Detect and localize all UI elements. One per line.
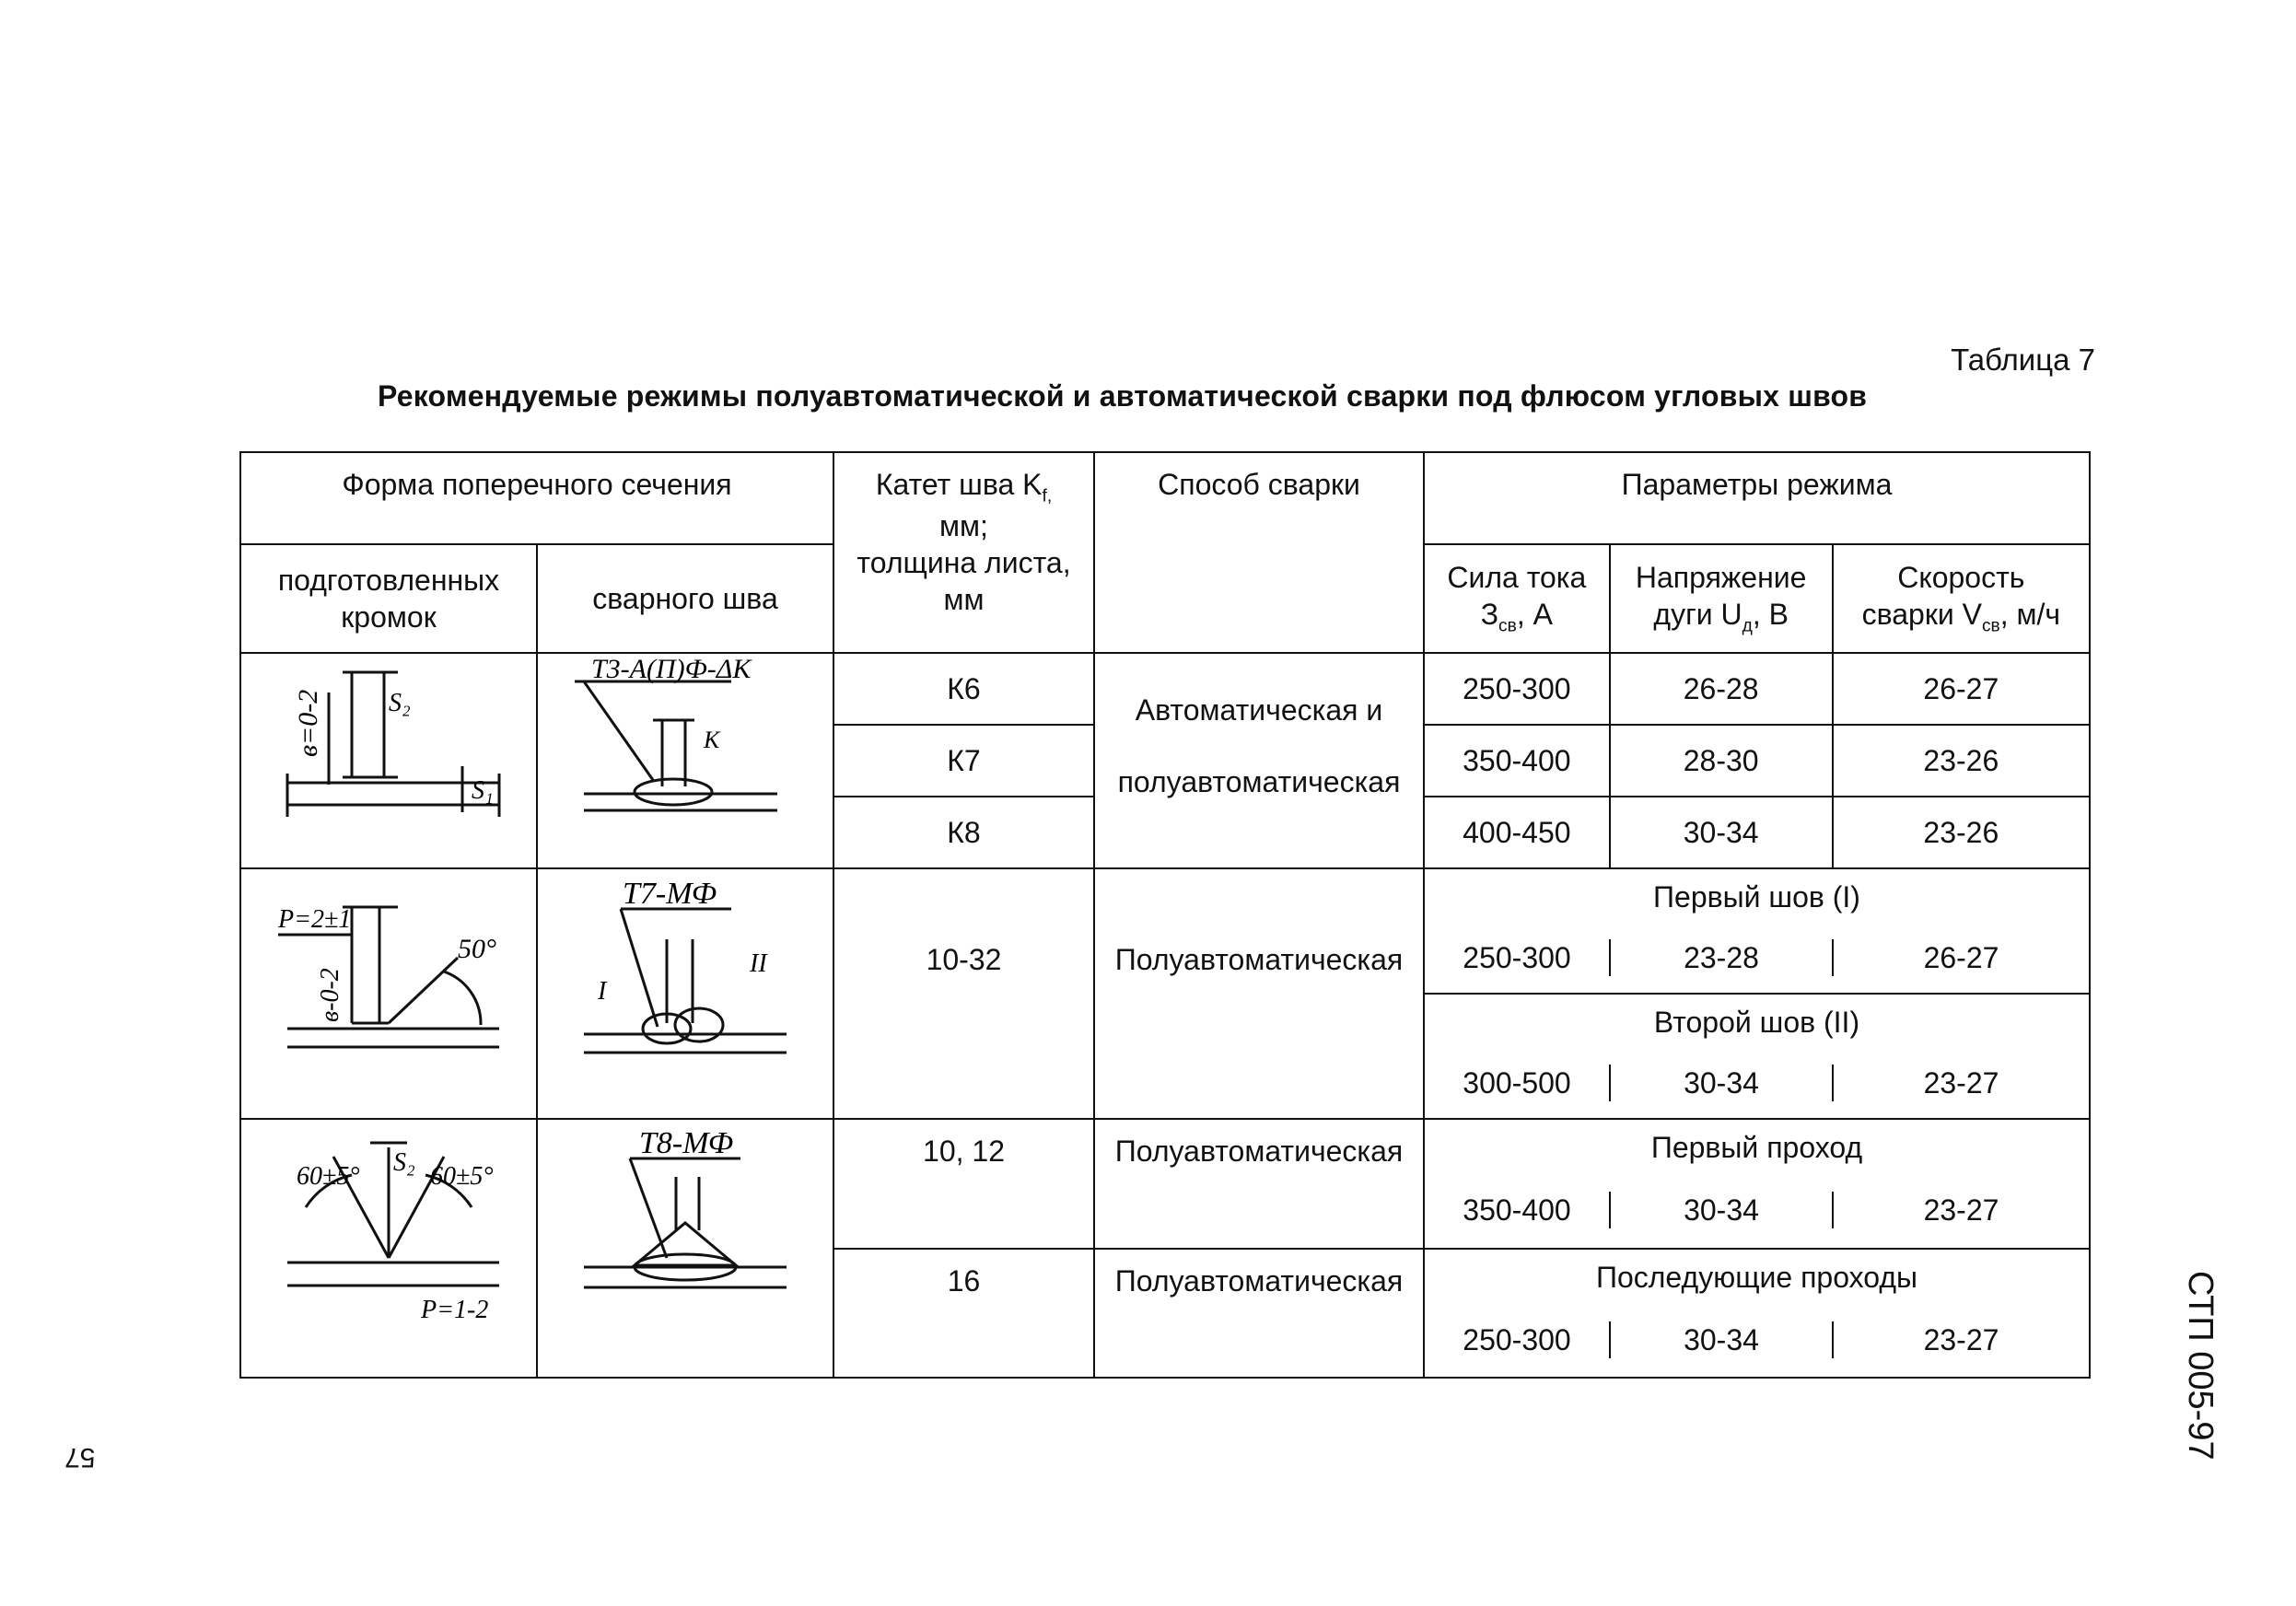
page-number: 57 — [64, 1442, 96, 1472]
g1-leg-1: К7 — [833, 725, 1094, 797]
g1-current-2: 400-450 — [1424, 797, 1610, 868]
group2-weld-code: Т7-МФ — [623, 876, 717, 911]
welding-modes-table — [239, 451, 2091, 1379]
g3-pass1-voltage: 30-34 — [1609, 1192, 1832, 1228]
group1-weld-code: Т3-А(П)Ф-ΔК — [591, 655, 752, 684]
g1-speed-0: 26-27 — [1833, 653, 2090, 725]
g3-params-2 — [1424, 1249, 2090, 1379]
group1-edges-s1-label: S₁ — [472, 775, 494, 805]
g2-params — [1424, 868, 2090, 1119]
group3-edges-s2-label: S₂ — [393, 1148, 415, 1177]
g2-pass1-title: Первый шов (I) — [1653, 880, 1860, 914]
table-caption: Рекомендуемые режимы полуавтоматической и автоматической сварки под флюсом угловых швов — [378, 379, 1868, 413]
g2-pass1-speed: 26-27 — [1832, 939, 2089, 976]
g3-pass2-speed: 23-27 — [1832, 1321, 2089, 1358]
g1-voltage-2: 30-34 — [1610, 797, 1833, 868]
table-number: Таблица 7 — [1951, 343, 2095, 377]
header-form: Форма поперечного сечения — [240, 452, 833, 544]
g1-speed-2: 23-26 — [1833, 797, 2090, 868]
g3-pass1-speed: 23-27 — [1832, 1192, 2089, 1228]
g1-speed-1: 23-26 — [1833, 725, 2090, 797]
g2-pass1-current: 250-300 — [1463, 941, 1571, 974]
g3-pass1-title: Первый проход — [1650, 1131, 1863, 1164]
g2-pass2-speed: 23-27 — [1832, 1065, 2089, 1101]
group2-weld-i-label: I — [598, 976, 607, 1006]
header-current: Сила тока $З_{св}$, А — [1424, 544, 1610, 653]
g3-leg-2: 16 — [833, 1249, 1094, 1379]
group2-edges-p-label: Р=2±1 — [278, 904, 352, 934]
group3-edges-p-label: Р=1-2 — [421, 1296, 489, 1324]
group1-edges-sketch — [240, 653, 537, 868]
g3-pass2-voltage: 30-34 — [1609, 1321, 1832, 1358]
group3-weld-sketch — [537, 1119, 833, 1378]
group2-edges-b-label: в-0-2 — [316, 967, 344, 1022]
g2-pass2-current: 300-500 — [1463, 1066, 1571, 1100]
group3-edges-sketch — [240, 1119, 537, 1378]
group1-method: Автоматическая и полуавтоматическая — [1094, 653, 1424, 868]
group2-edges-angle-label: 50° — [458, 933, 496, 964]
g1-current-1: 350-400 — [1424, 725, 1610, 797]
header-leg: Катет шва $K_{f,}$ мм; толщина листа, мм — [833, 452, 1094, 653]
group3-edges-a2-label: 60±5° — [430, 1162, 494, 1191]
g2-leg: 10-32 — [833, 868, 1094, 1119]
g3-pass1-current: 350-400 — [1463, 1193, 1571, 1227]
group2-weld-ii-label: II — [750, 948, 767, 978]
group1-edges-b-label: в=0-2 — [293, 689, 323, 757]
group1-edges-s2-label: S₂ — [389, 688, 411, 717]
g1-current-0: 250-300 — [1424, 653, 1610, 725]
header-speed: Скорость сварки $V_{св}$, м/ч — [1833, 544, 2090, 653]
g2-pass2-voltage: 30-34 — [1609, 1065, 1832, 1101]
g1-leg-2: К8 — [833, 797, 1094, 868]
group2-weld-sketch — [537, 868, 833, 1119]
g3-method-1: Полуавтоматическая — [1094, 1119, 1424, 1249]
group1-weld-sketch — [537, 653, 833, 868]
group3-edges-a1-label: 60±5° — [297, 1162, 360, 1191]
header-weld: сварного шва — [537, 544, 833, 653]
header-edges: подготовленных кромок — [240, 544, 537, 653]
g3-leg-1: 10, 12 — [833, 1119, 1094, 1249]
group3-weld-code: Т8-МФ — [639, 1126, 734, 1160]
g1-voltage-1: 28-30 — [1610, 725, 1833, 797]
group1-weld-k-label: К — [704, 726, 720, 753]
header-method: Способ сварки — [1094, 452, 1424, 653]
g3-params-1 — [1424, 1119, 2090, 1249]
g3-pass2-title: Последующие проходы — [1595, 1260, 1918, 1294]
document-code: СТП 005-97 — [2181, 1271, 2220, 1461]
g2-method: Полуавтоматическая — [1094, 868, 1424, 1119]
header-params: Параметры режима — [1424, 452, 2090, 544]
g3-method-2: Полуавтоматическая — [1094, 1249, 1424, 1379]
g1-voltage-0: 26-28 — [1610, 653, 1833, 725]
g1-leg-0: К6 — [833, 653, 1094, 725]
g2-pass1-voltage: 23-28 — [1609, 939, 1832, 976]
group2-edges-sketch — [240, 868, 537, 1119]
header-voltage: Напряжение дуги $U_д$, В — [1610, 544, 1833, 653]
g3-pass2-current: 250-300 — [1463, 1322, 1571, 1356]
g2-pass2-title: Второй шов (II) — [1653, 1006, 1860, 1039]
